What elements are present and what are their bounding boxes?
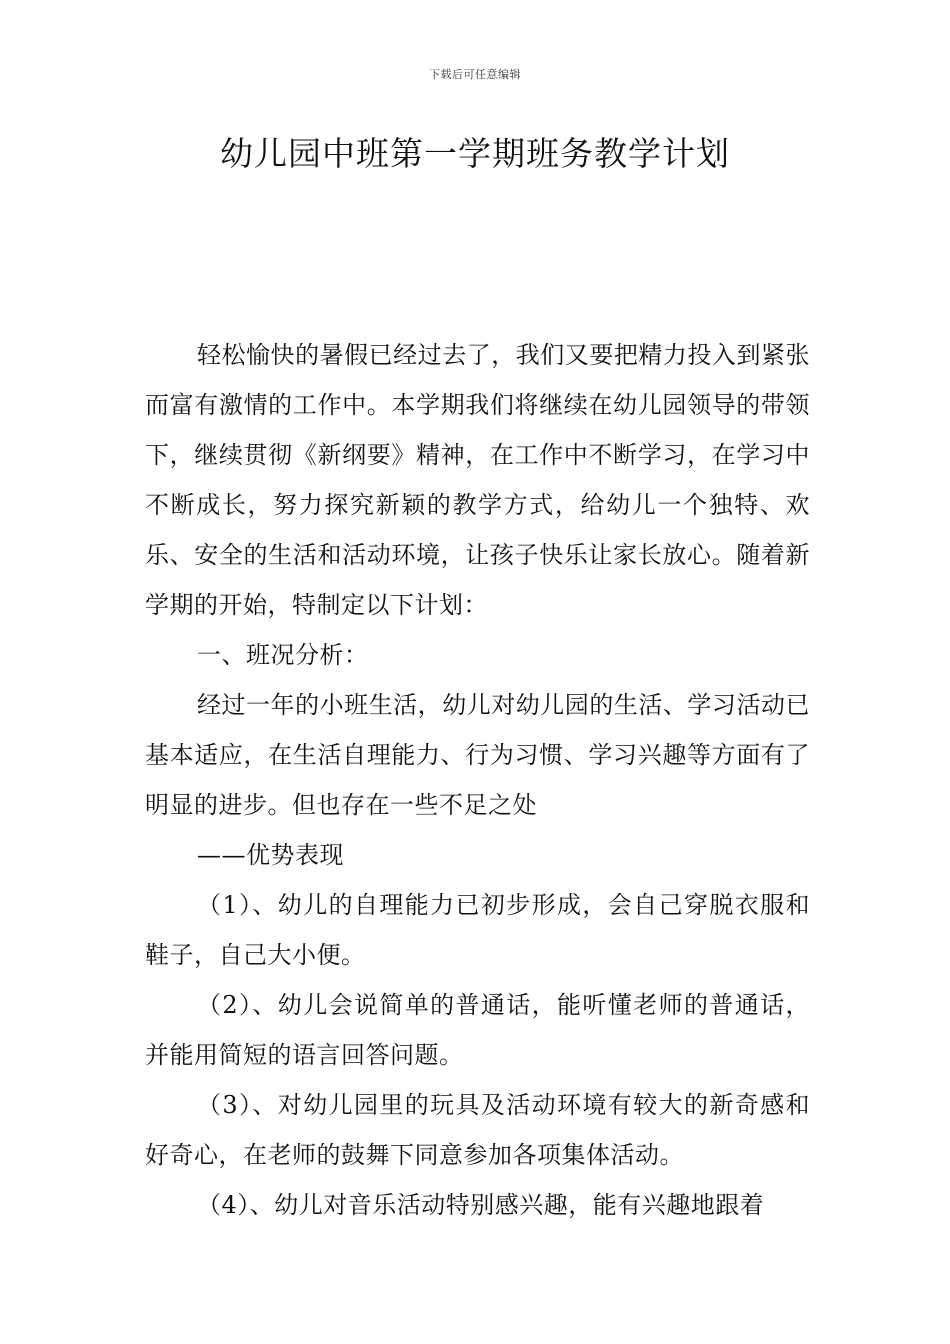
intro-paragraph: 轻松愉快的暑假已经过去了，我们又要把精力投入到紧张而富有激情的工作中。本学期我们将继续在幼儿园领导的带领下，继续贯彻《新纲要》精神，在工作中不断学习，在学习中不断成长，努力探究新颖的教学方式，给幼儿一个独特、欢乐、安全的生活和活动环境，让孩子快乐让家长放心。随着新学期的开始，特制定以下计划： (145, 341, 810, 619)
subsection-heading: ——优势表现 (197, 841, 344, 869)
analysis-paragraph: 经过一年的小班生活，幼儿对幼儿园的生活、学习活动已基本适应，在生活自理能力、行为习惯、学习兴趣等方面有了明显的进步。但也存在一些不足之处 (145, 691, 810, 819)
list-item: （1）、幼儿的自理能力已初步形成，会自己穿脱衣服和鞋子，自己大小便。 (145, 891, 810, 969)
list-item: （4）、幼儿对音乐活动特别感兴趣，能有兴趣地跟着 (197, 1191, 765, 1219)
list-item: （2）、幼儿会说简单的普通话，能听懂老师的普通话，并能用简短的语言回答问题。 (145, 991, 810, 1069)
document-body (145, 330, 810, 1230)
list-item: （3）、对幼儿园里的玩具及活动环境有较大的新奇感和好奇心，在老师的鼓舞下同意参加各项集体活动。 (145, 1091, 810, 1169)
document-title: 幼儿园中班第一学期班务教学计划 (220, 134, 730, 173)
section-heading: 一、班况分析： (197, 641, 369, 669)
header-note: 下载后可任意编辑 (429, 68, 521, 81)
